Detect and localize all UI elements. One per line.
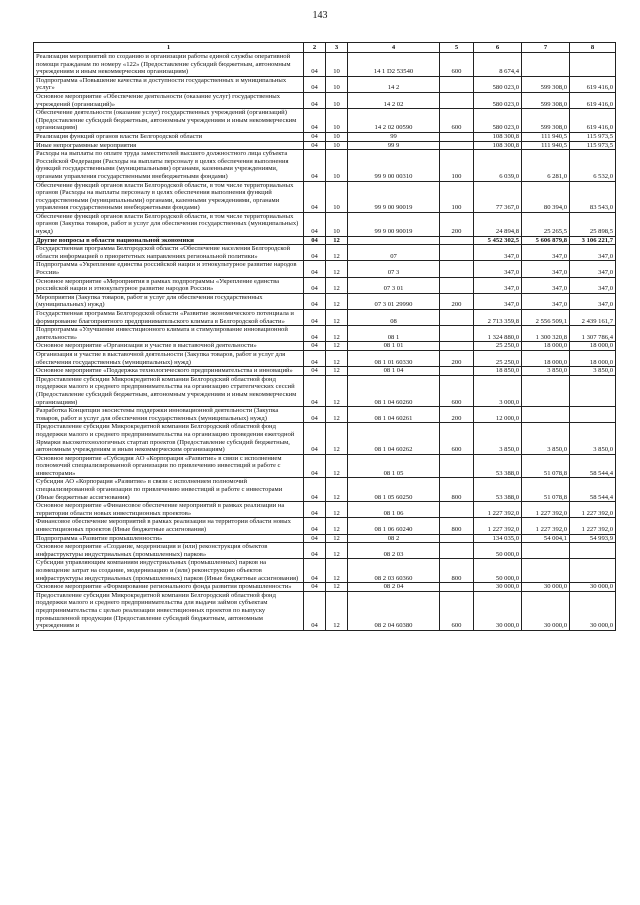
row-value-2-cell: 599 308,0 xyxy=(522,76,570,92)
row-vr-cell xyxy=(440,76,474,92)
row-pz-cell: 10 xyxy=(326,92,348,108)
row-value-1-cell: 1 227 392,0 xyxy=(474,518,522,534)
row-name-cell: Основное мероприятие «Финансовое обеспечение мероприятий в рамках реализации на территории области новых инвестиционных проектов» xyxy=(34,502,304,518)
row-value-2-cell: 111 940,5 xyxy=(522,132,570,141)
row-value-3-cell: 347,0 xyxy=(570,293,616,309)
row-name-cell: Подпрограмма «Улучшение инвестиционного климата и стимулирование инновационной деятельности» xyxy=(34,326,304,342)
row-name-cell: Основное мероприятие «Субсидия АО «Корпорация «Развитие» в связи с исполнением полномочий специализированной организации по привлечению инвестиций и работе с инвесторами» xyxy=(34,454,304,478)
row-cs-cell: 08 2 04 60380 xyxy=(348,591,440,630)
row-gr-cell: 04 xyxy=(304,310,326,326)
row-cs-cell: 99 9 xyxy=(348,141,440,150)
row-value-1-cell: 134 035,0 xyxy=(474,534,522,543)
row-gr-cell: 04 xyxy=(304,92,326,108)
header-cell: 2 xyxy=(304,43,326,53)
row-value-1-cell: 77 367,0 xyxy=(474,181,522,212)
row-pz-cell: 10 xyxy=(326,53,348,77)
row-value-3-cell: 2 439 161,7 xyxy=(570,310,616,326)
row-gr-cell: 04 xyxy=(304,181,326,212)
row-cs-cell: 14 2 02 xyxy=(348,92,440,108)
row-gr-cell: 04 xyxy=(304,261,326,277)
row-cs-cell: 08 1 04 60260 xyxy=(348,375,440,406)
row-gr-cell: 04 xyxy=(304,559,326,583)
row-value-3-cell: 1 227 392,0 xyxy=(570,518,616,534)
row-gr-cell: 04 xyxy=(304,141,326,150)
row-pz-cell: 12 xyxy=(326,293,348,309)
table-row xyxy=(34,559,616,583)
table-row xyxy=(34,236,616,245)
row-pz-cell: 10 xyxy=(326,212,348,236)
row-value-3-cell: 30 000,0 xyxy=(570,583,616,592)
row-value-1-cell: 347,0 xyxy=(474,245,522,261)
row-value-1-cell: 580 023,0 xyxy=(474,109,522,133)
row-vr-cell: 200 xyxy=(440,407,474,423)
row-value-3-cell: 30 000,0 xyxy=(570,591,616,630)
row-pz-cell: 12 xyxy=(326,478,348,502)
row-cs-cell: 08 1 xyxy=(348,326,440,342)
header-cell: 3 xyxy=(326,43,348,53)
row-pz-cell: 12 xyxy=(326,236,348,245)
row-value-3-cell xyxy=(570,53,616,77)
row-cs-cell: 07 3 xyxy=(348,261,440,277)
row-name-cell: Основное мероприятие «Обеспечение деятельности (оказание услуг) государственных учреждений (организаций)» xyxy=(34,92,304,108)
row-pz-cell: 12 xyxy=(326,583,348,592)
row-vr-cell xyxy=(440,245,474,261)
table-row xyxy=(34,534,616,543)
row-pz-cell: 12 xyxy=(326,326,348,342)
row-gr-cell: 04 xyxy=(304,293,326,309)
header-cell: 6 xyxy=(474,43,522,53)
row-vr-cell: 600 xyxy=(440,375,474,406)
row-name-cell: Организация и участие в выставочной деятельности (Закупка товаров, работ и услуг для обеспечения государственных (муниципальных) нужд) xyxy=(34,350,304,366)
row-value-2-cell: 347,0 xyxy=(522,245,570,261)
row-pz-cell: 12 xyxy=(326,454,348,478)
row-value-3-cell: 54 993,9 xyxy=(570,534,616,543)
row-value-1-cell: 50 000,0 xyxy=(474,543,522,559)
row-value-3-cell: 619 416,0 xyxy=(570,92,616,108)
row-value-3-cell: 58 544,4 xyxy=(570,454,616,478)
row-gr-cell: 04 xyxy=(304,245,326,261)
table-row xyxy=(34,277,616,293)
row-value-1-cell: 53 388,0 xyxy=(474,454,522,478)
row-gr-cell: 04 xyxy=(304,326,326,342)
row-name-cell: Реализация мероприятий по созданию и организации работы единой службы оперативной помощи гражданам по номеру «122» (Предоставление субсидий бюджетным, автономным учреждениям и иным некоммерческим организациям) xyxy=(34,53,304,77)
row-pz-cell: 12 xyxy=(326,502,348,518)
row-pz-cell: 10 xyxy=(326,181,348,212)
header-cell: 7 xyxy=(522,43,570,53)
row-value-3-cell: 25 898,5 xyxy=(570,212,616,236)
row-value-3-cell xyxy=(570,375,616,406)
row-name-cell: Подпрограмма «Развитие промышленности» xyxy=(34,534,304,543)
row-name-cell: Обеспечение функций органов власти Белгородской области, в том числе территориальных органов (Расходы на выплаты персоналу в целях обеспечения выполнения функций государственными (муниципальными) органами, казенными учреждениями, органами управления государственными внебюджетными фондами) xyxy=(34,181,304,212)
row-pz-cell: 10 xyxy=(326,132,348,141)
row-value-1-cell: 18 850,0 xyxy=(474,367,522,376)
row-value-3-cell: 619 416,0 xyxy=(570,76,616,92)
row-cs-cell: 08 1 01 60330 xyxy=(348,350,440,366)
row-cs-cell: 08 1 05 xyxy=(348,454,440,478)
row-name-cell: Субсидии управляющим компаниям индустриальных (промышленных) парков на возмещение затрат на создание, модернизацию и (или) реконструкцию объектов инфраструктуры индустриальных (промышленных) парков (Иные бюджетные ассигнования) xyxy=(34,559,304,583)
row-cs-cell: 07 xyxy=(348,245,440,261)
row-name-cell: Расходы на выплаты по оплате труда заместителей высшего должностного лица субъекта Российской Федерации (Расходы на выплаты персоналу в целях обеспечения выполнения функций государственными (муниципальными) органами, казенными учреждениями, органами управления государственными внебюджетными фондами) xyxy=(34,150,304,181)
row-vr-cell: 600 xyxy=(440,53,474,77)
row-value-2-cell xyxy=(522,559,570,583)
table-row xyxy=(34,423,616,454)
row-value-2-cell: 347,0 xyxy=(522,277,570,293)
row-vr-cell: 200 xyxy=(440,350,474,366)
row-vr-cell: 800 xyxy=(440,559,474,583)
row-vr-cell xyxy=(440,367,474,376)
row-value-3-cell: 3 850,0 xyxy=(570,367,616,376)
row-gr-cell: 04 xyxy=(304,342,326,351)
row-cs-cell: 08 1 05 60250 xyxy=(348,478,440,502)
row-pz-cell: 10 xyxy=(326,141,348,150)
row-cs-cell: 08 1 06 60240 xyxy=(348,518,440,534)
row-name-cell: Государственная программа Белгородской области «Развитие экономического потенциала и формирование благоприятного предпринимательского климата в Белгородской области» xyxy=(34,310,304,326)
row-cs-cell: 14 2 xyxy=(348,76,440,92)
row-name-cell: Государственная программа Белгородской области «Обеспечение населения Белгородской области информацией о приоритетных направлениях региональной политики» xyxy=(34,245,304,261)
row-pz-cell: 12 xyxy=(326,342,348,351)
row-gr-cell: 04 xyxy=(304,543,326,559)
row-pz-cell: 12 xyxy=(326,350,348,366)
row-gr-cell: 04 xyxy=(304,109,326,133)
row-cs-cell: 08 2 03 xyxy=(348,543,440,559)
row-value-1-cell: 5 452 302,5 xyxy=(474,236,522,245)
row-value-2-cell xyxy=(522,407,570,423)
row-name-cell: Обеспечение деятельности (оказание услуг) государственных учреждений (организаций) (Предоставление субсидий бюджетным, автономным учреждениям и иным некоммерческим организациям) xyxy=(34,109,304,133)
row-cs-cell: 08 1 04 xyxy=(348,367,440,376)
row-value-1-cell: 50 000,0 xyxy=(474,559,522,583)
table-body xyxy=(34,43,616,631)
row-pz-cell: 12 xyxy=(326,367,348,376)
header-row xyxy=(34,43,616,53)
row-value-3-cell: 1 227 392,0 xyxy=(570,502,616,518)
row-vr-cell xyxy=(440,534,474,543)
row-pz-cell: 12 xyxy=(326,277,348,293)
row-name-cell: Предоставление субсидии Микрокредитной компании Белгородский областной фонд поддержки малого и среднего предпринимательства на организацию стратегических сессий (Предоставление субсидий бюджетным, автономным учреждениям и иным некоммерческим организациям) xyxy=(34,375,304,406)
row-vr-cell: 100 xyxy=(440,181,474,212)
table-row xyxy=(34,150,616,181)
row-vr-cell: 600 xyxy=(440,423,474,454)
row-value-3-cell xyxy=(570,407,616,423)
row-cs-cell xyxy=(348,236,440,245)
row-value-1-cell: 30 000,0 xyxy=(474,583,522,592)
row-gr-cell: 04 xyxy=(304,76,326,92)
header-cell: 8 xyxy=(570,43,616,53)
row-gr-cell: 04 xyxy=(304,212,326,236)
row-name-cell: Основное мероприятие «Формирование регионального фонда развития промышленности» xyxy=(34,583,304,592)
table-row xyxy=(34,350,616,366)
header-cell: 4 xyxy=(348,43,440,53)
row-vr-cell: 600 xyxy=(440,109,474,133)
row-cs-cell: 07 3 01 29990 xyxy=(348,293,440,309)
row-gr-cell: 04 xyxy=(304,407,326,423)
table-row xyxy=(34,245,616,261)
row-pz-cell: 12 xyxy=(326,310,348,326)
row-value-2-cell: 54 004,1 xyxy=(522,534,570,543)
row-name-cell: Мероприятия (Закупка товаров, работ и услуг для обеспечения государственных (муниципальных) нужд) xyxy=(34,293,304,309)
row-value-2-cell: 80 394,0 xyxy=(522,181,570,212)
table-row xyxy=(34,478,616,502)
row-value-1-cell: 580 023,0 xyxy=(474,76,522,92)
row-cs-cell: 14 2 02 00590 xyxy=(348,109,440,133)
row-value-1-cell: 347,0 xyxy=(474,293,522,309)
row-name-cell: Основное мероприятие «Поддержка технологического предпринимательства и инноваций» xyxy=(34,367,304,376)
row-cs-cell: 99 9 00 90019 xyxy=(348,181,440,212)
row-value-2-cell: 2 556 509,1 xyxy=(522,310,570,326)
row-gr-cell: 04 xyxy=(304,277,326,293)
row-value-2-cell: 18 000,0 xyxy=(522,350,570,366)
table-row xyxy=(34,141,616,150)
row-value-3-cell: 347,0 xyxy=(570,245,616,261)
row-cs-cell: 08 2 03 60360 xyxy=(348,559,440,583)
row-value-3-cell: 18 000,0 xyxy=(570,350,616,366)
row-name-cell: Субсидия АО «Корпорация «Развитие» в связи с исполнением полномочий специализированной организации по привлечению инвестиций и работе с инвесторами (Иные бюджетные ассигнования) xyxy=(34,478,304,502)
row-name-cell: Предоставление субсидии Микрокредитной компании Белгородский областной фонд поддержки малого и среднего предпринимательства для выдачи займов субъектам предпринимательства с целью реализации инвестиционных проектов по выпуску промышленной продукции (Предоставление субсидий бюджетным, автономным учреждениям и xyxy=(34,591,304,630)
row-vr-cell xyxy=(440,543,474,559)
row-value-2-cell xyxy=(522,53,570,77)
row-value-2-cell xyxy=(522,375,570,406)
row-value-2-cell: 51 078,8 xyxy=(522,478,570,502)
row-gr-cell: 04 xyxy=(304,375,326,406)
row-pz-cell: 10 xyxy=(326,150,348,181)
row-gr-cell: 04 xyxy=(304,236,326,245)
row-value-1-cell: 3 850,0 xyxy=(474,423,522,454)
row-value-3-cell: 619 416,0 xyxy=(570,109,616,133)
row-name-cell: Финансовое обеспечение мероприятий в рамках реализации на территории области новых инвестиционных проектов (Иные бюджетные ассигнования) xyxy=(34,518,304,534)
header-cell: 5 xyxy=(440,43,474,53)
row-vr-cell: 100 xyxy=(440,150,474,181)
row-cs-cell: 99 9 00 90019 xyxy=(348,212,440,236)
row-value-2-cell: 111 940,5 xyxy=(522,141,570,150)
row-vr-cell xyxy=(440,141,474,150)
row-pz-cell: 12 xyxy=(326,375,348,406)
row-vr-cell xyxy=(440,342,474,351)
row-cs-cell: 08 2 xyxy=(348,534,440,543)
row-value-3-cell: 1 307 786,4 xyxy=(570,326,616,342)
row-value-3-cell: 347,0 xyxy=(570,277,616,293)
row-value-3-cell: 58 544,4 xyxy=(570,478,616,502)
row-name-cell: Другие вопросы в области национальной экономики xyxy=(34,236,304,245)
row-value-2-cell: 18 000,0 xyxy=(522,342,570,351)
row-value-3-cell: 115 973,5 xyxy=(570,141,616,150)
row-value-1-cell: 12 000,0 xyxy=(474,407,522,423)
row-gr-cell: 04 xyxy=(304,350,326,366)
table-row xyxy=(34,92,616,108)
row-pz-cell: 12 xyxy=(326,407,348,423)
row-pz-cell: 12 xyxy=(326,245,348,261)
row-vr-cell xyxy=(440,310,474,326)
row-value-1-cell: 347,0 xyxy=(474,261,522,277)
table-row xyxy=(34,181,616,212)
row-gr-cell: 04 xyxy=(304,454,326,478)
table-row xyxy=(34,407,616,423)
row-value-2-cell: 3 850,0 xyxy=(522,423,570,454)
row-value-2-cell: 5 606 879,8 xyxy=(522,236,570,245)
row-cs-cell: 99 xyxy=(348,132,440,141)
row-pz-cell: 12 xyxy=(326,518,348,534)
row-value-1-cell: 2 713 359,8 xyxy=(474,310,522,326)
row-cs-cell: 08 xyxy=(348,310,440,326)
row-value-1-cell: 108 300,8 xyxy=(474,141,522,150)
row-vr-cell xyxy=(440,277,474,293)
row-value-3-cell xyxy=(570,559,616,583)
row-vr-cell: 600 xyxy=(440,591,474,630)
row-value-1-cell: 24 894,8 xyxy=(474,212,522,236)
row-value-1-cell: 3 000,0 xyxy=(474,375,522,406)
row-value-1-cell: 30 000,0 xyxy=(474,591,522,630)
row-vr-cell xyxy=(440,326,474,342)
header-cell: 1 xyxy=(34,43,304,53)
row-name-cell: Основное мероприятие «Мероприятия в рамках подпрограммы «Укрепление единства российской нации и этнокультурное развитие народов России» xyxy=(34,277,304,293)
row-value-3-cell: 18 000,0 xyxy=(570,342,616,351)
table-row xyxy=(34,342,616,351)
row-vr-cell xyxy=(440,236,474,245)
row-name-cell: Реализация функций органов власти Белгородской области xyxy=(34,132,304,141)
row-gr-cell: 04 xyxy=(304,150,326,181)
row-vr-cell xyxy=(440,502,474,518)
row-value-3-cell: 83 543,0 xyxy=(570,181,616,212)
row-value-2-cell: 6 281,0 xyxy=(522,150,570,181)
row-name-cell: Подпрограмма «Повышение качества и доступности государственных и муниципальных услуг» xyxy=(34,76,304,92)
row-pz-cell: 12 xyxy=(326,543,348,559)
row-gr-cell: 04 xyxy=(304,367,326,376)
row-value-2-cell: 30 000,0 xyxy=(522,591,570,630)
row-gr-cell: 04 xyxy=(304,518,326,534)
row-value-1-cell: 1 227 392,0 xyxy=(474,502,522,518)
table-row xyxy=(34,76,616,92)
row-value-2-cell xyxy=(522,543,570,559)
row-pz-cell: 10 xyxy=(326,109,348,133)
budget-table xyxy=(33,42,616,631)
row-value-3-cell: 347,0 xyxy=(570,261,616,277)
row-name-cell: Основное мероприятие «Создание, модернизация и (или) реконструкция объектов инфраструктуры индустриальных (промышленных) парков» xyxy=(34,543,304,559)
row-value-2-cell: 51 078,8 xyxy=(522,454,570,478)
row-value-3-cell: 3 850,0 xyxy=(570,423,616,454)
table-row xyxy=(34,109,616,133)
row-pz-cell: 12 xyxy=(326,423,348,454)
table-row xyxy=(34,375,616,406)
table-row xyxy=(34,310,616,326)
row-cs-cell: 14 1 D2 53540 xyxy=(348,53,440,77)
row-pz-cell: 12 xyxy=(326,559,348,583)
row-value-3-cell xyxy=(570,543,616,559)
row-name-cell: Обеспечение функций органов власти Белгородской области, в том числе территориальных органов (Закупка товаров, работ и услуг для обеспечения государственных (муниципальных) нужд) xyxy=(34,212,304,236)
row-value-1-cell: 8 674,4 xyxy=(474,53,522,77)
table-row xyxy=(34,132,616,141)
row-value-1-cell: 6 039,0 xyxy=(474,150,522,181)
table-row xyxy=(34,212,616,236)
row-vr-cell: 200 xyxy=(440,293,474,309)
row-cs-cell: 99 9 00 00310 xyxy=(348,150,440,181)
row-value-3-cell: 115 973,5 xyxy=(570,132,616,141)
row-gr-cell: 04 xyxy=(304,478,326,502)
row-vr-cell xyxy=(440,132,474,141)
row-value-1-cell: 580 023,0 xyxy=(474,92,522,108)
row-value-2-cell: 1 300 320,8 xyxy=(522,326,570,342)
row-name-cell: Иные непрограммные мероприятия xyxy=(34,141,304,150)
table-row xyxy=(34,53,616,77)
table-row xyxy=(34,326,616,342)
table-row xyxy=(34,591,616,630)
row-vr-cell: 800 xyxy=(440,518,474,534)
row-cs-cell: 08 1 04 60261 xyxy=(348,407,440,423)
row-gr-cell: 04 xyxy=(304,591,326,630)
row-value-2-cell: 1 227 392,0 xyxy=(522,518,570,534)
row-gr-cell: 04 xyxy=(304,502,326,518)
row-vr-cell xyxy=(440,92,474,108)
row-cs-cell: 08 1 06 xyxy=(348,502,440,518)
row-pz-cell: 10 xyxy=(326,76,348,92)
row-cs-cell: 07 3 01 xyxy=(348,277,440,293)
row-name-cell: Основное мероприятие «Организация и участие в выставочной деятельности» xyxy=(34,342,304,351)
row-value-2-cell: 347,0 xyxy=(522,261,570,277)
row-value-2-cell: 599 308,0 xyxy=(522,109,570,133)
row-cs-cell: 08 1 01 xyxy=(348,342,440,351)
row-pz-cell: 12 xyxy=(326,591,348,630)
row-value-3-cell: 6 532,0 xyxy=(570,150,616,181)
row-vr-cell xyxy=(440,583,474,592)
row-vr-cell xyxy=(440,454,474,478)
table-row xyxy=(34,543,616,559)
row-vr-cell: 200 xyxy=(440,212,474,236)
row-value-1-cell: 25 250,0 xyxy=(474,350,522,366)
row-value-2-cell: 3 850,0 xyxy=(522,367,570,376)
row-gr-cell: 04 xyxy=(304,423,326,454)
table-row xyxy=(34,502,616,518)
table-row xyxy=(34,367,616,376)
page-number: 143 xyxy=(312,10,328,21)
table-row xyxy=(34,261,616,277)
row-gr-cell: 04 xyxy=(304,132,326,141)
row-vr-cell xyxy=(440,261,474,277)
row-gr-cell: 04 xyxy=(304,53,326,77)
row-name-cell: Подпрограмма «Укрепление единства российской нации и этнокультурное развитие народов России» xyxy=(34,261,304,277)
row-vr-cell: 800 xyxy=(440,478,474,502)
row-value-1-cell: 25 250,0 xyxy=(474,342,522,351)
row-pz-cell: 12 xyxy=(326,261,348,277)
row-cs-cell: 08 2 04 xyxy=(348,583,440,592)
row-name-cell: Разработка Концепции экосистемы поддержки инновационной деятельности (Закупка товаров, работ и услуг для обеспечения государственных (муниципальных) нужд) xyxy=(34,407,304,423)
row-gr-cell: 04 xyxy=(304,583,326,592)
table-row xyxy=(34,518,616,534)
row-value-2-cell: 25 265,5 xyxy=(522,212,570,236)
row-cs-cell: 08 1 04 60262 xyxy=(348,423,440,454)
row-value-3-cell: 3 106 221,7 xyxy=(570,236,616,245)
row-value-2-cell: 30 000,0 xyxy=(522,583,570,592)
table-row xyxy=(34,293,616,309)
table-row xyxy=(34,454,616,478)
row-value-1-cell: 347,0 xyxy=(474,277,522,293)
row-gr-cell: 04 xyxy=(304,534,326,543)
row-value-2-cell: 347,0 xyxy=(522,293,570,309)
row-value-1-cell: 108 300,8 xyxy=(474,132,522,141)
row-value-1-cell: 1 324 880,0 xyxy=(474,326,522,342)
row-name-cell: Предоставление субсидии Микрокредитной компании Белгородский областной фонд поддержки малого и среднего предпринимательства на организацию проведения ежегодной Ярмарки высокотехнологичных стартап проектов (Предоставление субсидий бюджетным, автономным учреждениям и иным некоммерческим организациям) xyxy=(34,423,304,454)
table-row xyxy=(34,583,616,592)
row-value-2-cell: 599 308,0 xyxy=(522,92,570,108)
row-value-1-cell: 53 388,0 xyxy=(474,478,522,502)
row-pz-cell: 12 xyxy=(326,534,348,543)
row-value-2-cell: 1 227 392,0 xyxy=(522,502,570,518)
